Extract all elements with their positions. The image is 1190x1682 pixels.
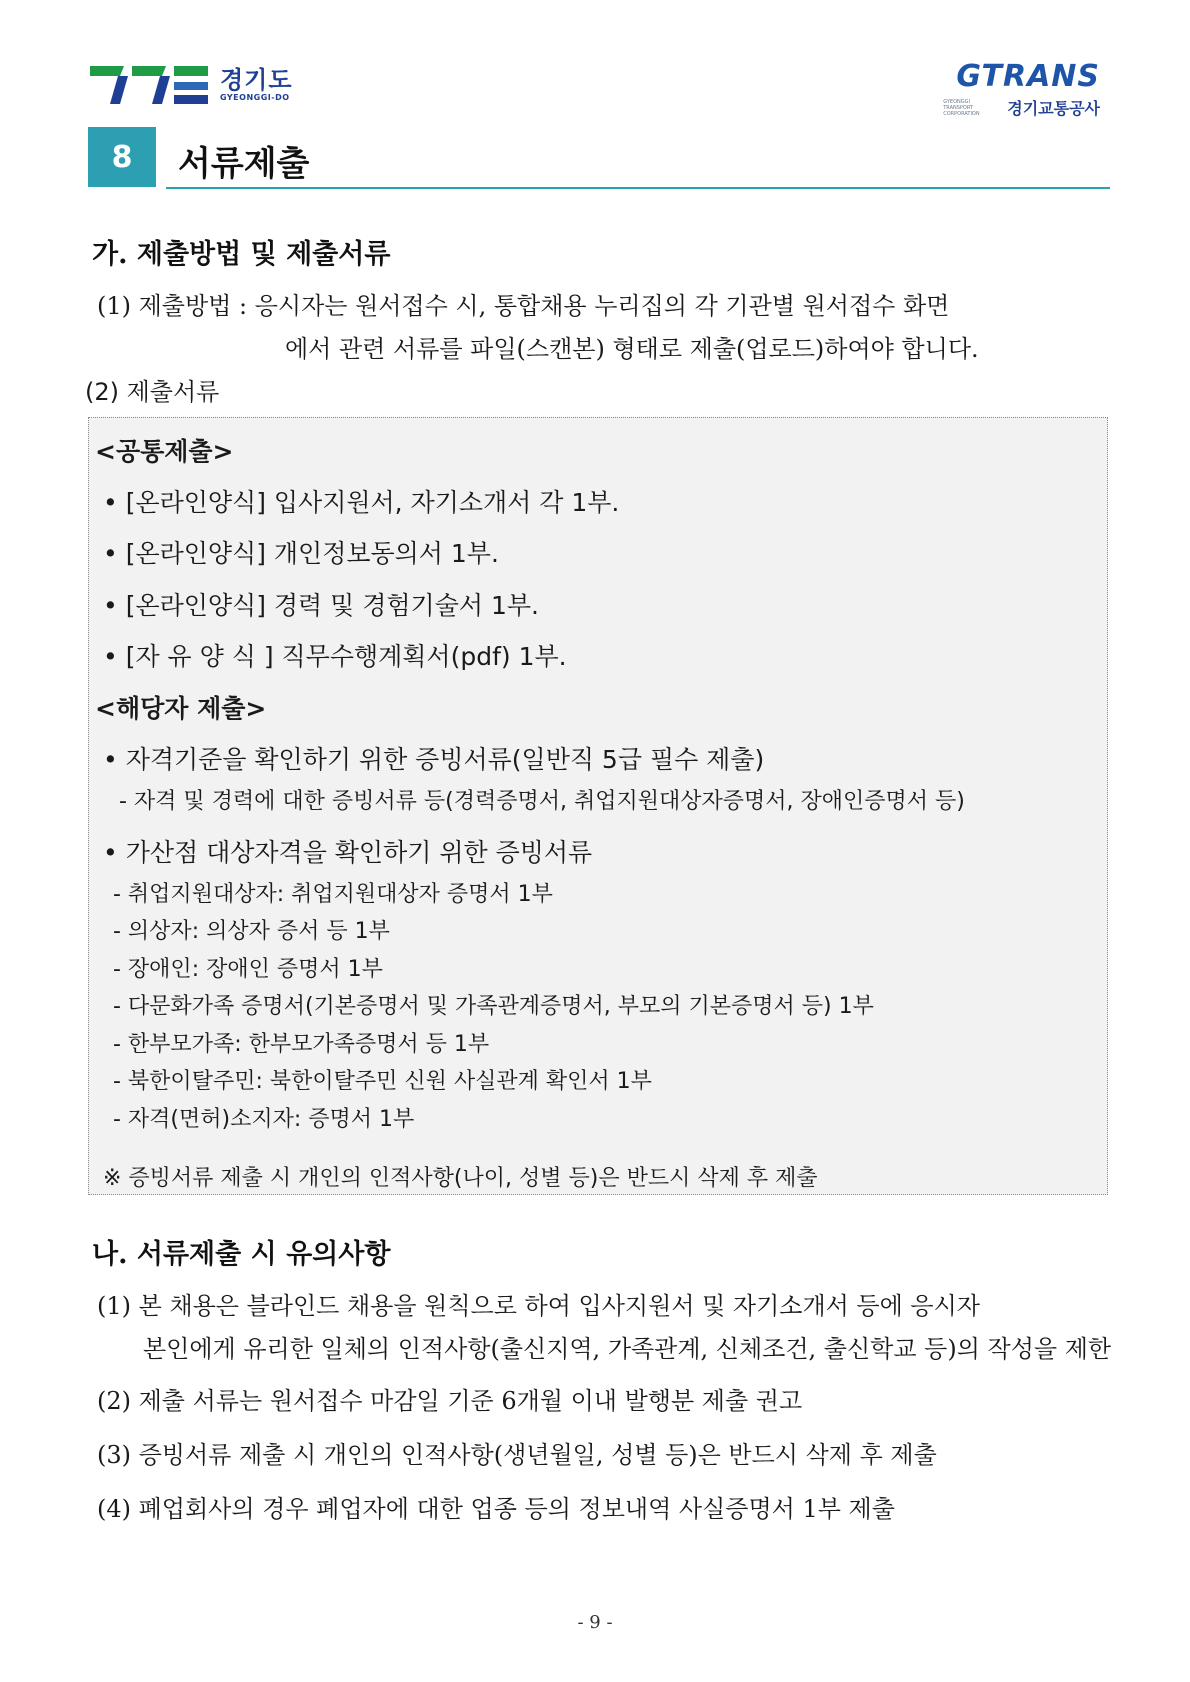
common-item: • [온라인양식] 경력 및 경험기술서 1부. — [103, 591, 539, 620]
gtrans-brand: GTRANS — [956, 59, 1100, 94]
submission-documents-label: (2) 제출서류 — [85, 378, 220, 406]
gtrans-corp-en: GYEONGGI TRANSPORT CORPORATION — [943, 98, 980, 117]
qualification-proof-bullet: • 자격기준을 확인하기 위한 증빙서류(일반직 5급 필수 제출) — [103, 745, 765, 774]
common-submission-title: <공통제출> — [95, 437, 234, 466]
precaution-1-line-2: 본인에게 유리한 일체의 인적사항(출신지역, 가족관계, 신체조건, 출신학교 등)의 작성을 제한 — [143, 1335, 1112, 1363]
section-number-badge: 8 — [88, 127, 156, 187]
bonus-proof-item: - 장애인: 장애인 증명서 1부 — [113, 957, 383, 982]
precaution-3: (3) 증빙서류 제출 시 개인의 인적사항(생년월일, 성별 등)은 반드시 삭제 후 제출 — [97, 1441, 937, 1469]
documents-box — [88, 417, 1108, 1195]
gyeonggi-logo-mark-icon — [90, 62, 210, 108]
qualification-proof-detail: - 자격 및 경력에 대한 증빙서류 등(경력증명서, 취업지원대상자증명서, 장애인증명서 등) — [119, 789, 965, 814]
gtrans-logo — [920, 60, 1100, 119]
heading-submission-method: 가. 제출방법 및 제출서류 — [92, 239, 391, 270]
page-number: - 9 - — [577, 1612, 613, 1633]
precaution-2: (2) 제출 서류는 원서접수 마감일 기준 6개월 이내 발행분 제출 권고 — [97, 1387, 803, 1415]
common-item: • [자 유 양 식 ] 직무수행계획서(pdf) 1부. — [103, 642, 567, 671]
bonus-proof-item: - 한부모가족: 한부모가족증명서 등 1부 — [113, 1032, 490, 1057]
bonus-proof-item: - 의상자: 의상자 증서 등 1부 — [113, 919, 390, 944]
applicable-submission-title: <해당자 제출> — [95, 694, 267, 723]
common-item: • [온라인양식] 개인정보동의서 1부. — [103, 539, 499, 568]
submission-method-line-1: (1) 제출방법 : 응시자는 원서접수 시, 통합채용 누리집의 각 기관별 원서접수 화면 — [97, 292, 950, 320]
section-divider — [166, 187, 1110, 189]
bonus-proof-item: - 다문화가족 증명서(기본증명서 및 가족관계증명서, 부모의 기본증명서 등) 1부 — [113, 994, 874, 1019]
common-item: • [온라인양식] 입사지원서, 자기소개서 각 1부. — [103, 488, 620, 517]
gyeonggi-do-logo — [90, 62, 293, 108]
logo-name-ko: 경기도 — [220, 66, 293, 94]
submission-method-line-2: 에서 관련 서류를 파일(스캔본) 형태로 제출(업로드)하여야 합니다. — [285, 335, 979, 363]
bonus-proof-item: - 북한이탈주민: 북한이탈주민 신원 사실관계 확인서 1부 — [113, 1069, 652, 1094]
bonus-proof-bullet: • 가산점 대상자격을 확인하기 위한 증빙서류 — [103, 838, 593, 867]
gtrans-name-ko: 경기교통공사 — [1007, 99, 1100, 118]
privacy-note: ※ 증빙서류 제출 시 개인의 인적사항(나이, 성별 등)은 반드시 삭제 후 제출 — [103, 1166, 818, 1191]
bonus-proof-item: - 취업지원대상자: 취업지원대상자 증명서 1부 — [113, 882, 553, 907]
precaution-1-line-1: (1) 본 채용은 블라인드 채용을 원칙으로 하여 입사지원서 및 자기소개서 등에 응시자 — [97, 1292, 980, 1320]
heading-precautions: 나. 서류제출 시 유의사항 — [92, 1239, 391, 1270]
precaution-4: (4) 폐업회사의 경우 폐업자에 대한 업종 등의 정보내역 사실증명서 1부 제출 — [97, 1495, 895, 1523]
bonus-proof-item: - 자격(면허)소지자: 증명서 1부 — [113, 1107, 415, 1132]
section-title: 서류제출 — [178, 144, 310, 184]
logo-name-en: GYEONGGI-DO — [220, 93, 290, 102]
